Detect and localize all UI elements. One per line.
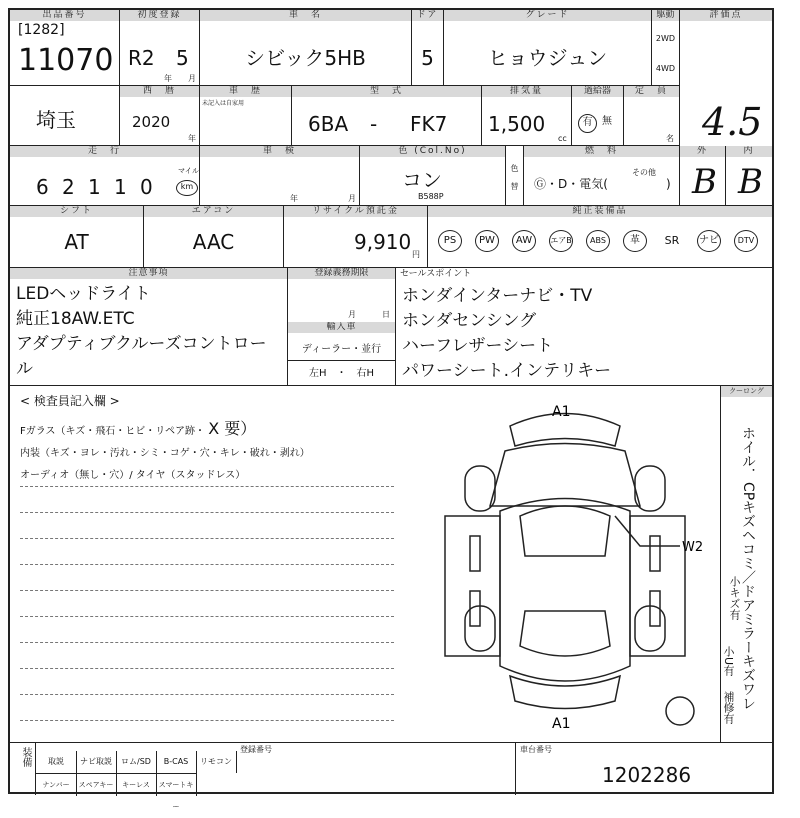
auction-sheet — [8, 8, 774, 811]
prefecture: 埼玉 — [36, 108, 76, 132]
type-dash: - — [370, 112, 378, 136]
footer-item-bottom: ナンバー — [36, 773, 77, 796]
fuel-label: 燃 料 — [524, 146, 679, 157]
lot-sub: [1282] — [18, 22, 65, 38]
left-side-shape — [445, 516, 500, 656]
shaken-month: 月 — [348, 194, 356, 203]
shift-value: AT — [64, 230, 89, 254]
mileage-digit: 6 — [36, 175, 49, 199]
equipment-badge: AW — [512, 230, 536, 252]
mileage-digit: 2 — [62, 175, 75, 199]
year-label: 西 暦 — [120, 86, 199, 97]
displacement-value: 1,500 — [488, 112, 546, 136]
equipment-badge: DTV — [734, 230, 758, 252]
divider — [288, 360, 395, 361]
doors-cell — [412, 10, 444, 86]
aircon-label: エアコン — [144, 206, 283, 217]
recycle-cell — [284, 206, 428, 268]
reg-month: 月 — [348, 310, 356, 319]
grade-cell — [444, 10, 652, 86]
equipment-cell — [428, 206, 772, 268]
fuel-other: その他 — [632, 168, 656, 177]
mileage-digit: 1 — [88, 175, 101, 199]
footer-item-top: リモコン — [196, 751, 237, 773]
sales-point-cell — [396, 268, 772, 386]
lot-label: 出品番号 — [10, 10, 119, 21]
year-cell — [120, 86, 200, 146]
ruled-line — [20, 486, 394, 487]
right-door-handle — [650, 536, 660, 571]
side-notes-column — [720, 386, 772, 742]
sales-label: セールスポイント — [400, 269, 472, 279]
fglass-text: Fガラス（キズ・飛石・ヒビ・リペア跡・ — [20, 426, 206, 437]
recycle-value: 9,910 — [354, 230, 412, 254]
spare-tire-circle — [666, 697, 694, 725]
first-reg-era: R2 — [128, 46, 155, 70]
displacement-cell — [482, 86, 572, 146]
type-code: FK7 — [410, 112, 448, 136]
windshield-shape — [520, 506, 610, 556]
history-label: 車 歴 — [200, 86, 291, 97]
shift-cell — [10, 206, 144, 268]
ruled-line — [20, 538, 394, 539]
interior-cell — [726, 146, 772, 206]
prefecture-cell — [10, 86, 120, 146]
ruled-line — [20, 616, 394, 617]
color-value: コン — [402, 168, 442, 192]
history-cell — [200, 86, 292, 146]
caution-line: LEDヘッドライト — [16, 284, 151, 304]
import-label: 輸入車 — [288, 322, 395, 333]
reg-label: 登録義務期限 — [288, 268, 395, 279]
footer-item-bottom: スペアキー — [76, 773, 117, 796]
side-text: ホイル．CPキズヘコミ／ドアミラーキズワレ — [740, 426, 756, 711]
side-note: 補修有 — [722, 691, 735, 724]
year-unit: 年 — [164, 74, 172, 83]
ruled-line — [20, 720, 394, 721]
footer-item-top: ロム/SD — [116, 751, 157, 773]
fuel-options: Ⓖ・D・電気( — [534, 177, 608, 191]
exterior-cell — [680, 146, 726, 206]
equipment-label: 純正装備品 — [428, 206, 772, 217]
mileage-digit: 0 — [140, 175, 153, 199]
lot-number: 11070 — [18, 43, 114, 78]
grade-label: グレード — [444, 10, 651, 21]
exterior-label: 外 — [680, 146, 725, 157]
lot-cell — [10, 10, 120, 86]
exterior-grade: B — [692, 162, 717, 202]
fglass-mark: X 要） — [208, 419, 257, 438]
footer-item-bottom: キーレス — [116, 773, 157, 796]
interior-label: 内 — [726, 146, 772, 157]
footer-item-bottom: スマートキー — [156, 773, 197, 796]
sales-line: ホンダインターナビ・TV — [402, 286, 593, 306]
side-label: クーロング — [721, 386, 772, 397]
caution-line: アダプティブクルーズコントロー — [16, 334, 267, 354]
equipment-badge: 革 — [623, 230, 647, 252]
drive-4wd: 4WD — [655, 64, 676, 73]
interior-line: 内装（キズ・ヨレ・汚れ・シミ・コゲ・穴・キレ・破れ・剥れ） — [20, 448, 310, 459]
supercharger-yes: 有 — [578, 114, 597, 133]
aircon-value: AAC — [192, 230, 235, 254]
footer — [10, 742, 772, 811]
handle-side: 左H ・ 右H — [308, 368, 375, 379]
equipment-badge: PW — [475, 230, 499, 252]
capacity-label: 定 員 — [624, 86, 679, 97]
ruled-line — [20, 590, 394, 591]
body-shape — [500, 499, 630, 682]
footer-items — [36, 743, 236, 811]
doors-label: ドア — [412, 10, 443, 21]
drive-cell — [652, 10, 680, 86]
sales-line: ハーフレザーシート — [402, 336, 554, 356]
month-unit: 月 — [188, 74, 196, 83]
supercharger-label: 過給器 — [572, 86, 623, 97]
equipment-badge: PS — [438, 230, 462, 252]
score-value: 4.5 — [702, 100, 763, 144]
year-value: 2020 — [132, 113, 171, 131]
color-change-cell — [506, 146, 524, 206]
ruled-line — [20, 694, 394, 695]
chassis-label: 車台番号 — [520, 745, 552, 754]
mile-unit: マイル — [178, 167, 199, 175]
color-label: 色 (Col.No) — [360, 146, 505, 157]
mileage-digit: 1 — [114, 175, 127, 199]
drive-label: 駆動 — [652, 10, 679, 21]
import-dealer: ディーラー・並行 — [301, 344, 382, 355]
damage-callout-line — [615, 516, 680, 546]
rear-mark: A1 — [552, 716, 571, 732]
drive-2wd: 2WD — [655, 34, 676, 43]
ruled-line — [20, 668, 394, 669]
ruled-line — [20, 512, 394, 513]
shaken-cell — [200, 146, 360, 206]
color-change-1: 色 — [510, 164, 519, 173]
equipment-badge: SR — [664, 234, 680, 247]
footer-item-top: 取説 — [36, 751, 77, 773]
supercharger-no: 無 — [602, 116, 612, 127]
displacement-label: 排気量 — [482, 86, 571, 97]
caution-line: ル — [16, 359, 33, 379]
equipment-badge: ナビ — [697, 230, 721, 252]
reg-day: 日 — [382, 310, 390, 319]
color-change-2: 替 — [510, 182, 519, 191]
side-note: 小キズ有 — [728, 576, 741, 620]
equipment-badge: ABS — [586, 230, 610, 252]
footer-left-label: 装備 — [20, 747, 31, 767]
supercharger-cell — [572, 86, 624, 146]
cc-unit: cc — [558, 134, 567, 143]
shift-label: シフト — [10, 206, 143, 217]
year-unit-2: 年 — [188, 134, 196, 143]
caution-line: 純正18AW.ETC — [16, 309, 135, 329]
interior-grade: B — [738, 162, 763, 202]
aircon-cell — [144, 206, 284, 268]
caution-label: 注意事項 — [10, 268, 287, 279]
sales-line: パワーシート.インテリキー — [402, 361, 612, 381]
grade-value: ヒョウジュン — [487, 46, 608, 70]
model-cell — [200, 10, 412, 86]
color-code: B588P — [418, 192, 444, 201]
inspector-title: < 検査員記入欄 > — [20, 394, 120, 408]
footer-item-top: ナビ取説 — [76, 751, 117, 773]
hood-shape — [490, 444, 640, 507]
fglass-line — [20, 416, 256, 439]
color-cell — [360, 146, 506, 206]
type-prefix: 6BA — [308, 112, 349, 136]
chassis-number: 1202286 — [602, 763, 692, 787]
sales-line: ホンダセンシング — [402, 311, 537, 331]
km-unit: km — [176, 180, 198, 196]
first-reg-label: 初度登録 — [120, 10, 199, 21]
inspector-section — [10, 386, 720, 742]
mileage-cell — [10, 146, 200, 206]
audio-tire-line: オーディオ（無し・穴）/ タイヤ（スタッドレス） — [20, 470, 246, 481]
reg-number-cell — [236, 743, 516, 795]
equipment-badge: エアB — [549, 230, 573, 252]
shaken-label: 車 検 — [200, 146, 359, 157]
score-label: 評価点 — [680, 10, 772, 21]
history-note: 未記入は自家用 — [202, 100, 245, 107]
first-reg-cell — [120, 10, 200, 86]
car-damage-diagram — [410, 396, 720, 736]
mileage-label: 走 行 — [10, 146, 199, 157]
equipment-list — [428, 230, 772, 254]
front-mark: A1 — [552, 404, 571, 420]
chassis-cell — [516, 743, 772, 795]
recycle-label: リサイクル預託金 — [284, 206, 427, 217]
footer-item-top: B-CAS — [156, 751, 197, 773]
ruled-line — [20, 564, 394, 565]
model-label: 車 名 — [200, 10, 411, 21]
caution-lines — [16, 282, 267, 382]
ruled-line — [20, 642, 394, 643]
left-door-handle — [470, 536, 480, 571]
doors-value: 5 — [421, 46, 434, 70]
type-label: 型 式 — [292, 86, 481, 97]
shaken-year: 年 — [290, 194, 298, 203]
rear-window-shape — [520, 611, 610, 656]
fuel-cell — [524, 146, 680, 206]
capacity-unit: 名 — [666, 134, 674, 143]
reg-number-label: 登録番号 — [240, 745, 272, 754]
type-cell — [292, 86, 482, 146]
caution-cell — [10, 268, 288, 386]
model-name: シビック5HB — [245, 46, 366, 70]
first-reg-month: 5 — [176, 46, 189, 70]
right-mark: W2 — [682, 540, 704, 555]
capacity-cell — [624, 86, 680, 146]
yen-unit: 円 — [412, 250, 420, 259]
registration-cell — [288, 268, 396, 386]
footer-left-label-cell — [10, 743, 36, 795]
sales-lines — [402, 284, 611, 384]
right-side-shape — [630, 516, 685, 656]
side-note: 小U有 — [722, 646, 735, 677]
fuel-close: ) — [666, 177, 671, 191]
